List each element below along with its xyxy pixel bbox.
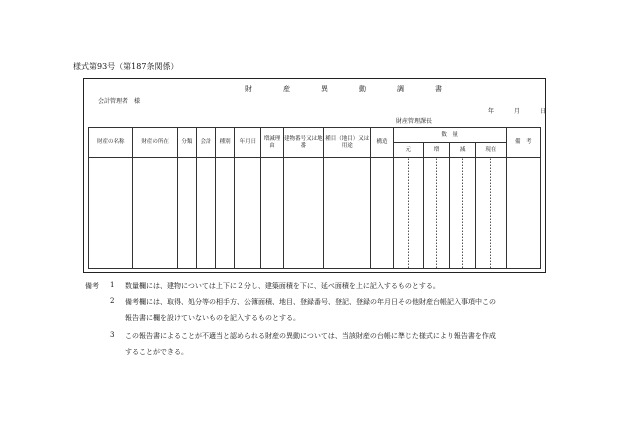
note-line: 報告書に欄を設けていないものを記入するものとする。: [125, 314, 300, 322]
table-cell: [506, 158, 540, 269]
table-cell: [216, 158, 235, 269]
table-cell: [177, 158, 196, 269]
date-day: 日: [539, 108, 546, 115]
header-location: 財産の所在: [133, 128, 177, 158]
table-cell: [371, 158, 393, 269]
note-number: 1: [110, 281, 115, 289]
table-cell: [476, 158, 506, 269]
table-cell: [196, 158, 215, 269]
table-cell: [450, 158, 476, 269]
table-cell: [133, 158, 177, 269]
header-building-number: 建物番号又は地番: [283, 128, 323, 158]
note-line: 数量欄には、建物については上下に２分し、建築面積を下に、延べ面積を上に記入するものとする。: [125, 282, 440, 290]
subheader-increase: 増: [423, 143, 449, 158]
header-quantity: 数 量: [393, 128, 506, 143]
header-remarks: 備 考: [506, 128, 540, 158]
header-reason: 増減理由: [261, 128, 283, 158]
table-cell: [324, 158, 371, 269]
date-line: [488, 106, 546, 115]
note-line: することができる。: [125, 348, 188, 356]
header-structure: 構造: [371, 128, 393, 158]
table-cell: [283, 158, 323, 269]
note-number: 2: [110, 297, 115, 305]
issuer: 財産管理課長: [396, 118, 433, 125]
subheader-current: 現在: [476, 143, 506, 158]
table-cell: [423, 158, 449, 269]
subheader-original: 元: [393, 143, 423, 158]
subheader-decrease: 減: [450, 143, 476, 158]
table-cell: [393, 158, 423, 269]
header-date: 年月日: [235, 128, 261, 158]
table-cell: [89, 158, 133, 269]
property-change-table: [88, 127, 541, 269]
header-category-use: 種目（地目）又は用途: [324, 128, 371, 158]
note-number: 3: [110, 331, 115, 339]
note-line: この報告書によることが不適当と認められる財産の異動については、当該財産の台帳に準じた様式により報告書を作成: [125, 332, 496, 340]
table-cell: [261, 158, 283, 269]
addressee: 会計管理者 様: [98, 98, 141, 105]
header-classification: 分類: [177, 128, 196, 158]
table-cell: [235, 158, 261, 269]
date-month: 月: [513, 108, 520, 115]
notes-label: 備考: [85, 282, 99, 290]
header-account: 会計: [196, 128, 215, 158]
header-name: 財産の名称: [89, 128, 133, 158]
note-line: 備考欄には、取得、処分等の相手方、公簿面積、地目、登録番号、登記、登録の年月日その他財産台帳記入事項中この: [125, 298, 496, 306]
date-year: 年: [488, 108, 495, 115]
header-type: 種別: [216, 128, 235, 158]
form-number: 様式第93号（第187条関係）: [73, 62, 179, 71]
document-title: 財 産 異 動 調 書: [245, 85, 454, 93]
